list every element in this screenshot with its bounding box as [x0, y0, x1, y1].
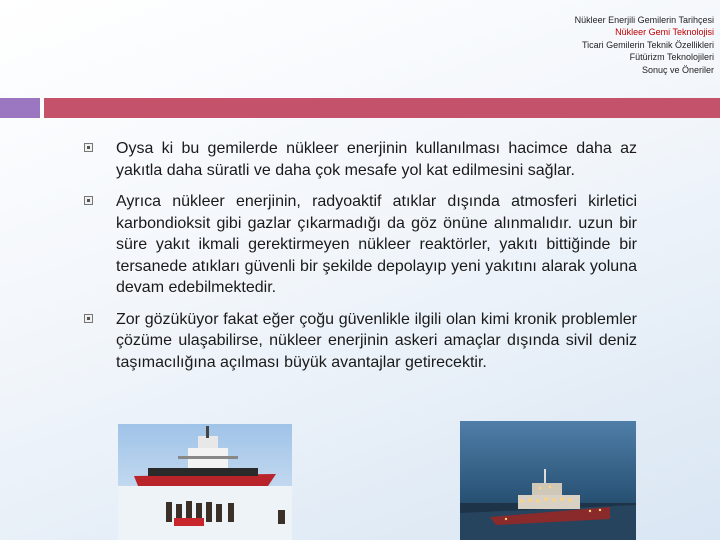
- nav-item-conclusion[interactable]: Sonuç ve Öneriler: [641, 64, 714, 75]
- night-ship-illustration: [460, 421, 636, 540]
- bullet-item: [84, 191, 637, 299]
- square-bullet-icon: [84, 196, 93, 205]
- header-band: [44, 98, 720, 118]
- bullet-text: Zor gözüküyor fakat eğer çoğu güvenlikle ilgili olan kimi kronik problemler çözüme ulaşabilirse, nükleer enerjinin askeri amaçlar dışında sivil deniz taşımacılığına açılması büyük avantajlar getirecektir.: [116, 310, 637, 371]
- slide-body: [84, 138, 637, 383]
- square-bullet-icon: [84, 143, 93, 152]
- nav-item-commercial-specs[interactable]: Ticari Gemilerin Teknik Özellikleri: [581, 39, 714, 50]
- header-band-accent: [0, 98, 40, 118]
- icebreaker-illustration: [118, 424, 292, 540]
- bullet-text: Oysa ki bu gemilerde nükleer enerjinin kullanılması hacimce daha az yakıtla daha süratli ve daha çok mesafe yol kat edilmesini sağlar.: [116, 140, 637, 179]
- bullet-item: [84, 138, 637, 181]
- nav-item-technology[interactable]: Nükleer Gemi Teknolojisi: [615, 27, 714, 38]
- night-ship-photo: [460, 421, 636, 540]
- bullet-item: [84, 309, 637, 374]
- nav-item-futurism[interactable]: Fütürizm Teknolojileri: [629, 52, 714, 63]
- icebreaker-photo: [118, 424, 292, 540]
- square-bullet-icon: [84, 314, 93, 323]
- bullet-text: Ayrıca nükleer enerjinin, radyoaktif atıklar dışında atmosferi kirletici karbondioksit gibi gazlar çıkarmadığı da göz önüne alınmalıdır. uzun bir süre yakıt ikmali gerektirmeyen nükleer reaktörler, yakıtı bittiğinde bir tersanede atıkları güvenli bir şekilde depolayıp yeni yakıtını alarak yoluna devam edebilmektedir.: [116, 193, 637, 296]
- section-navigation: [414, 14, 714, 76]
- nav-item-history[interactable]: Nükleer Enerjili Gemilerin Tarihçesi: [574, 15, 714, 25]
